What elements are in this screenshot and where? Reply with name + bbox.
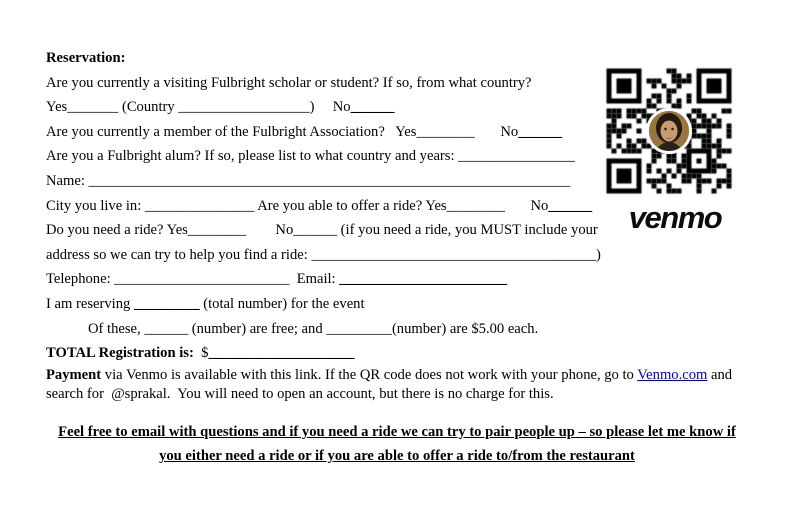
total-blank: ____________________ [208, 345, 355, 362]
telephone-field: Telephone: ________________________ Email: [46, 271, 340, 288]
venmo-wordmark: venmo [628, 200, 722, 235]
venmo-link[interactable]: Venmo.com [637, 367, 708, 383]
total-line [46, 341, 601, 366]
of-these-line: Of these, ______ (number) are free; and _________(number) are $5.00 each. [88, 320, 539, 337]
total-label: TOTAL Registration is: [46, 345, 194, 362]
offer-ride-no-blank: ______ [548, 197, 593, 214]
person-avatar-icon [649, 111, 689, 151]
need-ride-line: Do you need a ride? Yes________ No______ (if you need a ride, you MUST include your [46, 222, 598, 239]
reserving-text: I am reserving [46, 295, 134, 312]
venmo-qr-code [605, 67, 733, 195]
reservation-form [46, 46, 601, 366]
reserving-suffix: (total number) for the event [199, 295, 365, 312]
reserving-blank: _________ [133, 295, 200, 312]
city-ride-text: City you live in: _______________ Are you able to offer a ride? Yes________ No [46, 197, 549, 214]
line-yes-country [46, 95, 601, 120]
yes-country-blanks: Yes_______ (Country __________________) No [46, 99, 351, 116]
payment-text-2: and search for @sprakal. You will need to open an account, but there is no charge for this. [46, 367, 736, 402]
total-dollar-sign: $ [193, 345, 209, 362]
telephone-email-line [46, 267, 601, 292]
email-blank: _______________________ [339, 271, 508, 288]
profile-photo [646, 108, 692, 154]
city-ride-line [46, 194, 601, 219]
footer-note [46, 420, 748, 468]
reserving-line [46, 292, 601, 317]
form-heading: Reservation: [46, 50, 126, 66]
question-alum: Are you a Fulbright alum? If so, please list to what country and years: ________________ [46, 148, 575, 165]
payment-paragraph [46, 366, 754, 403]
footer-note-text: Feel free to email with questions and if you need a ride we can try to pair people up – so please let me know if you either need a ride or if you are able to offer a ride to/from the restaurant [58, 424, 736, 464]
member-question-text: Are you currently a member of the Fulbright Association? Yes________ No [46, 123, 519, 140]
name-field-line: Name: __________________________________________________________________ [46, 172, 571, 189]
address-line: address so we can try to help you find a ride: _______________________________________) [46, 246, 601, 263]
payment-lead: Payment [46, 367, 102, 383]
member-no-blank: ______ [518, 123, 562, 140]
question-member [46, 120, 601, 145]
payment-text-1: via Venmo is available with this link. If the QR code does not work with your phone, go to [101, 367, 638, 383]
question-visiting-scholar: Are you currently a visiting Fulbright scholar or student? If so, from what country? [46, 74, 532, 91]
visiting-no-blank: ______ [350, 99, 395, 116]
